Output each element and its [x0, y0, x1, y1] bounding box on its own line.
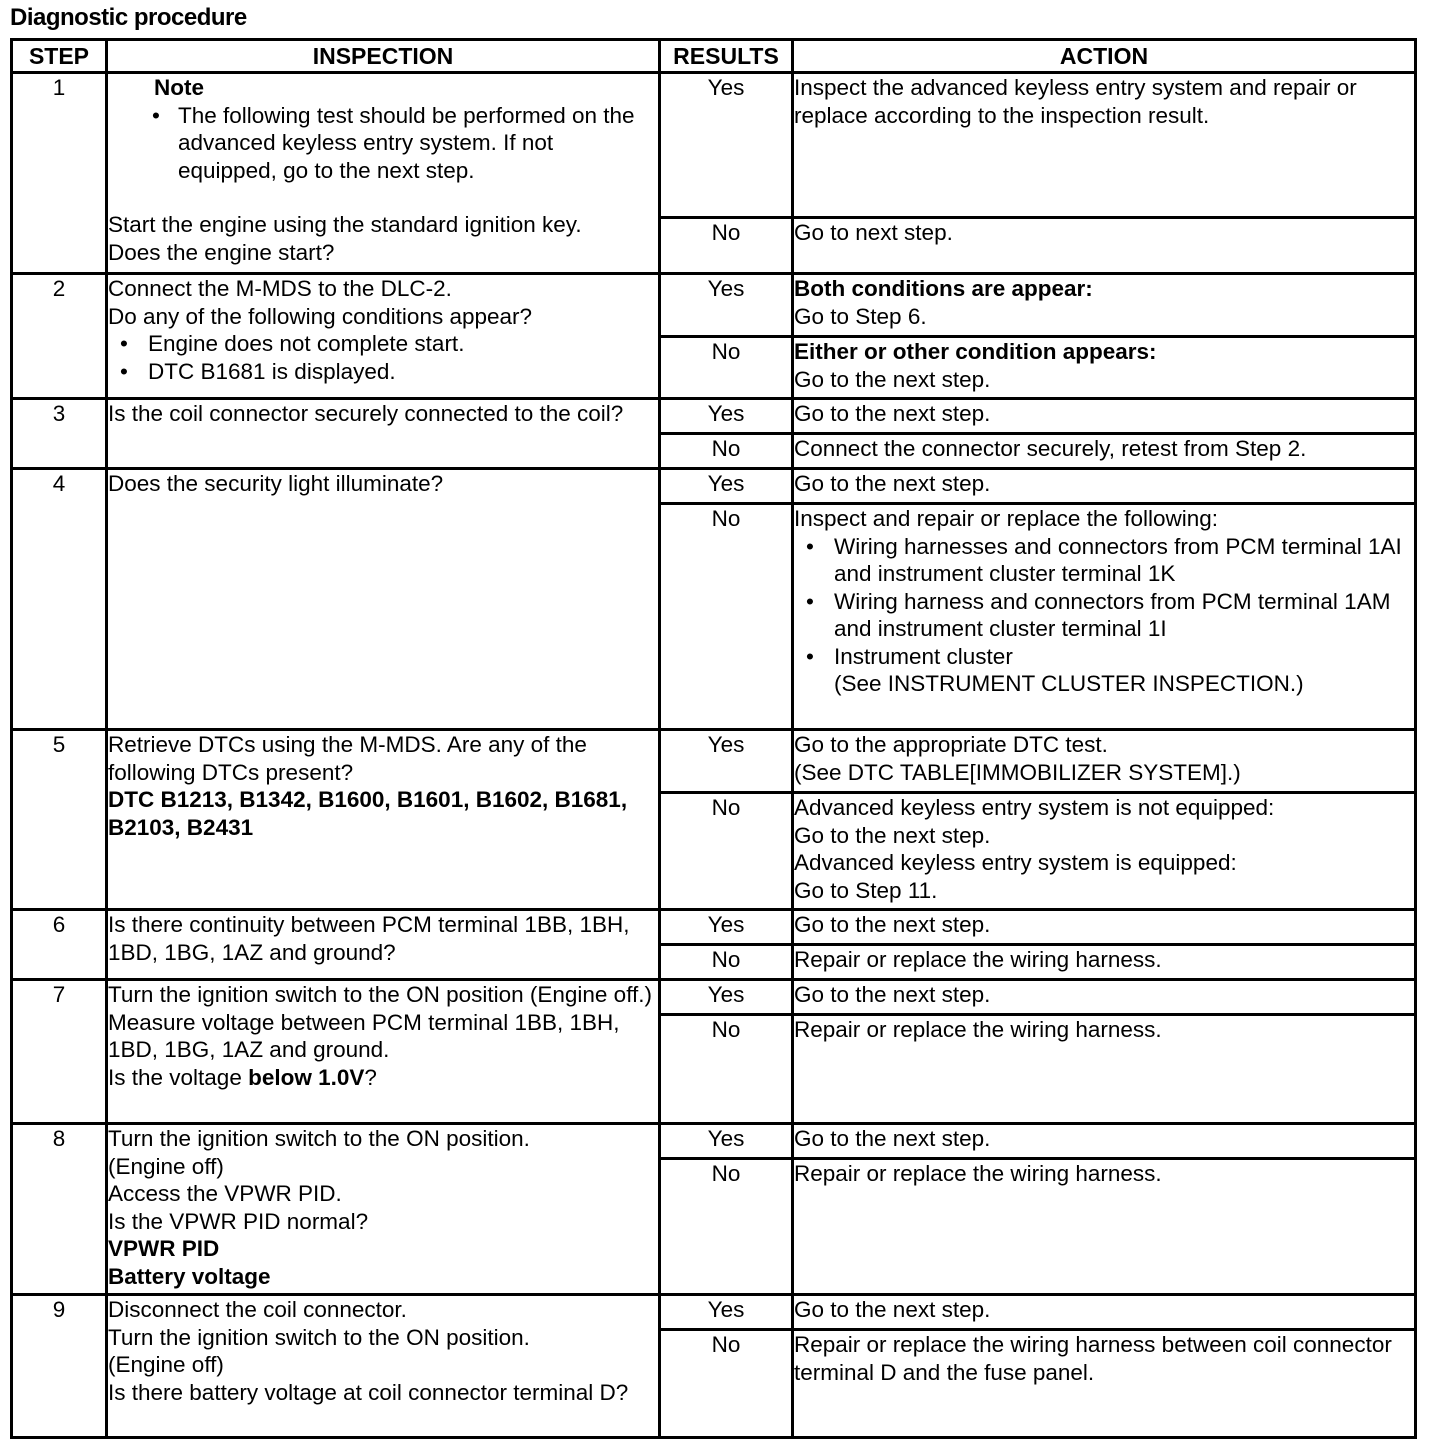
action-text: (See DTC TABLE[IMMOBILIZER SYSTEM].)	[794, 759, 1241, 785]
result-no: No	[660, 1159, 793, 1295]
inspection-text: Access the VPWR PID.	[108, 1181, 342, 1206]
question-threshold: below 1.0V	[248, 1064, 365, 1090]
step-number: 3	[12, 399, 107, 469]
action-no: Go to next step.	[793, 218, 1416, 274]
step-number: 4	[12, 469, 107, 730]
step-7-inspection	[107, 980, 660, 1124]
action-yes: Go to the next step.	[793, 1295, 1416, 1330]
step-3-inspection: Is the coil connector securely connected to the coil?	[107, 399, 660, 469]
action-no	[793, 793, 1416, 910]
action-text: Go to the next step.	[794, 366, 991, 392]
step-6-yes-row	[12, 910, 1416, 945]
result-no: No	[660, 1330, 793, 1438]
note-title: Note	[154, 75, 204, 100]
inspect-list	[794, 533, 1414, 698]
header-row	[12, 40, 1416, 73]
inspection-text: (Engine off)	[108, 1352, 224, 1377]
result-yes: Yes	[660, 274, 793, 337]
inspection-text: Does the engine start?	[108, 239, 335, 265]
action-yes: Go to the next step.	[793, 910, 1416, 945]
inspection-text: Turn the ignition switch to the ON position.	[108, 1126, 530, 1151]
step-number: 7	[12, 980, 107, 1124]
step-number: 8	[12, 1124, 107, 1295]
inspection-text: Start the engine using the standard ignition key.	[108, 212, 582, 237]
step-7-yes-row	[12, 980, 1416, 1015]
diagnostic-table	[10, 38, 1417, 1439]
action-no: Repair or replace the wiring harness.	[793, 1015, 1416, 1124]
action-yes: Go to the next step.	[793, 469, 1416, 504]
step-1-yes-row	[12, 73, 1416, 218]
inspection-text: Do any of the following conditions appear?	[108, 303, 533, 329]
inspection-text: Is the VPWR PID normal?	[108, 1208, 369, 1234]
condition-item: • Engine does not complete start.	[108, 330, 658, 358]
step-4-inspection: Does the security light illuminate?	[107, 469, 660, 730]
question-suffix: ?	[364, 1064, 377, 1090]
inspection-text: Disconnect the coil connector.	[108, 1297, 407, 1322]
result-yes: Yes	[660, 73, 793, 218]
inspection-text: Connect the M-MDS to the DLC-2.	[108, 276, 452, 301]
inspection-text: Measure voltage between PCM terminal 1BB, 1BH, 1BD, 1BG, 1AZ and ground.	[108, 1009, 620, 1062]
result-yes: Yes	[660, 730, 793, 793]
action-text: Inspect and repair or replace the following:	[794, 506, 1218, 531]
inspect-item-ref: (See INSTRUMENT CLUSTER INSPECTION.)	[834, 671, 1304, 696]
condition-item: • DTC B1681 is displayed.	[108, 358, 658, 386]
step-number: 2	[12, 274, 107, 399]
action-yes: Inspect the advanced keyless entry system and repair or replace according to the inspection result.	[793, 73, 1416, 218]
action-text: Advanced keyless entry system is not equipped:	[794, 795, 1275, 820]
step-number: 9	[12, 1295, 107, 1438]
result-yes: Yes	[660, 469, 793, 504]
step-9-yes-row	[12, 1295, 1416, 1330]
step-number: 1	[12, 73, 107, 274]
action-no	[793, 504, 1416, 730]
result-no: No	[660, 945, 793, 980]
result-no: No	[660, 1015, 793, 1124]
action-text: Go to Step 11.	[794, 877, 938, 903]
step-number: 6	[12, 910, 107, 980]
note-list	[108, 102, 658, 185]
inspection-question	[108, 1064, 658, 1092]
action-no: Repair or replace the wiring harness between coil connector terminal D and the fuse panel.	[793, 1330, 1416, 1438]
header-action: ACTION	[793, 40, 1416, 73]
question-prefix: Is the voltage	[108, 1064, 249, 1090]
note-item: • The following test should be performed on the advanced keyless entry system. If not equipped, go to the next step.	[108, 102, 658, 185]
action-no: Repair or replace the wiring harness.	[793, 945, 1416, 980]
inspect-item	[794, 643, 1414, 698]
action-text: Advanced keyless entry system is equipped:	[794, 850, 1237, 875]
action-yes: Go to the next step.	[793, 1124, 1416, 1159]
step-2-yes-row	[12, 274, 1416, 337]
result-yes: Yes	[660, 1295, 793, 1330]
result-no: No	[660, 218, 793, 274]
action-no: Repair or replace the wiring harness.	[793, 1159, 1416, 1295]
result-yes: Yes	[660, 980, 793, 1015]
result-yes: Yes	[660, 910, 793, 945]
inspect-item: • Wiring harnesses and connectors from PCM terminal 1AI and instrument cluster terminal 1K	[794, 533, 1414, 588]
step-1-inspection	[107, 73, 660, 274]
action-text: Go to the next step.	[794, 822, 991, 848]
step-6-inspection: Is there continuity between PCM terminal 1BB, 1BH, 1BD, 1BG, 1AZ and ground?	[107, 910, 660, 980]
step-8-yes-row	[12, 1124, 1416, 1159]
action-text: Go to Step 6.	[794, 303, 927, 329]
step-3-yes-row	[12, 399, 1416, 434]
pid-name: VPWR PID	[108, 1236, 220, 1261]
inspection-text: (Engine off)	[108, 1153, 224, 1179]
step-number: 5	[12, 730, 107, 910]
action-yes: Go to the next step.	[793, 980, 1416, 1015]
inspection-text: Retrieve DTCs using the M-MDS. Are any of the following DTCs present?	[108, 732, 587, 785]
step-8-inspection	[107, 1124, 660, 1295]
inspection-text: Is there battery voltage at coil connector terminal D?	[108, 1379, 629, 1405]
action-text: Go to the appropriate DTC test.	[794, 732, 1108, 757]
step-9-inspection	[107, 1295, 660, 1438]
result-yes: Yes	[660, 1124, 793, 1159]
action-no: Connect the connector securely, retest from Step 2.	[793, 434, 1416, 469]
action-no	[793, 337, 1416, 399]
step-2-inspection	[107, 274, 660, 399]
condition-list	[108, 330, 658, 385]
action-yes: Go to the next step.	[793, 399, 1416, 434]
inspection-text: Turn the ignition switch to the ON position.	[108, 1324, 530, 1350]
result-no: No	[660, 337, 793, 399]
page-title: Diagnostic procedure	[10, 4, 247, 31]
pid-spec: Battery voltage	[108, 1263, 271, 1289]
step-5-yes-row	[12, 730, 1416, 793]
inspect-item: • Wiring harness and connectors from PCM terminal 1AM and instrument cluster terminal 1I	[794, 588, 1414, 643]
header-results: RESULTS	[660, 40, 793, 73]
action-yes	[793, 274, 1416, 337]
result-no: No	[660, 434, 793, 469]
result-no: No	[660, 793, 793, 910]
inspection-text: Turn the ignition switch to the ON position (Engine off.)	[108, 982, 653, 1007]
step-4-yes-row	[12, 469, 1416, 504]
header-inspection: INSPECTION	[107, 40, 660, 73]
header-step: STEP	[12, 40, 107, 73]
result-no: No	[660, 504, 793, 730]
result-yes: Yes	[660, 399, 793, 434]
action-heading: Either or other condition appears:	[794, 339, 1157, 364]
action-yes	[793, 730, 1416, 793]
action-heading: Both conditions are appear:	[794, 276, 1093, 301]
step-5-inspection	[107, 730, 660, 910]
dtc-list: DTC B1213, B1342, B1600, B1601, B1602, B1681, B2103, B2431	[108, 787, 628, 840]
inspect-item-label: • Instrument cluster	[834, 643, 1013, 669]
